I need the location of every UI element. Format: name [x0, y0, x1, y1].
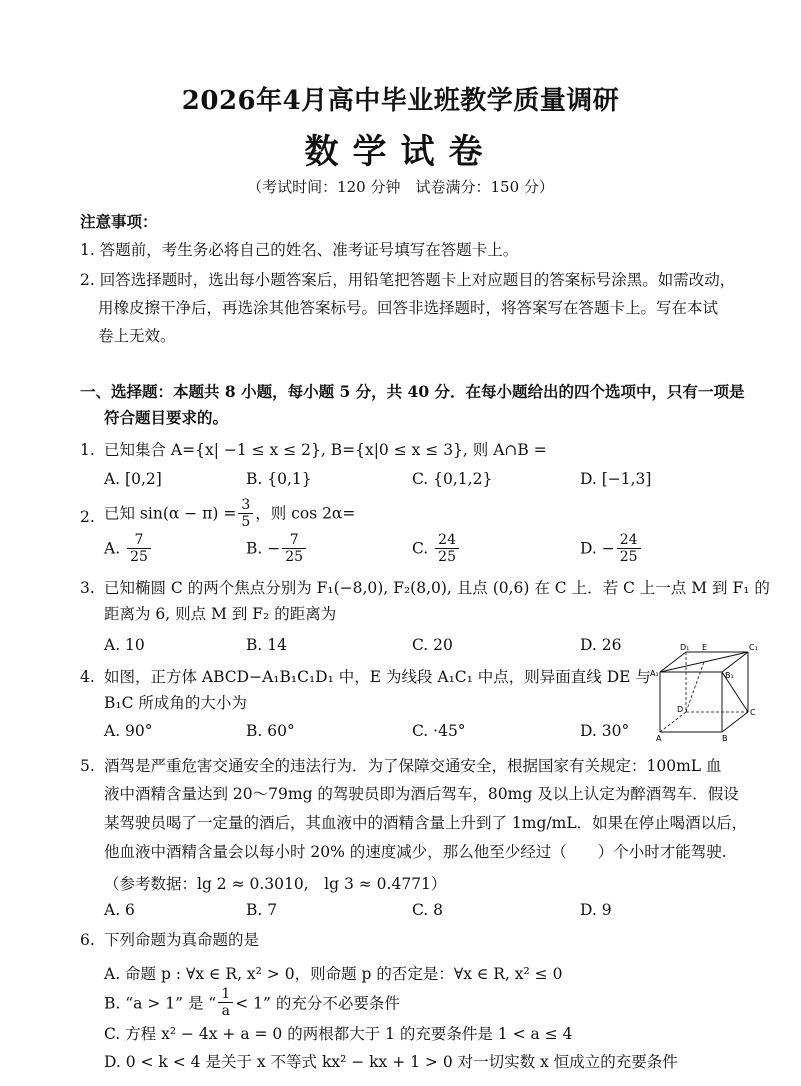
q4-option-b[interactable]: B. 60° [246, 722, 295, 740]
notice-heading: 注意事项： [80, 212, 158, 231]
notice-item-2-line3: 卷上无效。 [98, 327, 176, 345]
q2-option-d-label: D. [580, 539, 597, 558]
q2-option-c-label: C. [412, 539, 429, 558]
q2-option-c-num: 24 [435, 532, 459, 549]
q3-option-c[interactable]: C. 20 [412, 636, 453, 654]
label-d: D [677, 705, 684, 714]
q2-stem-fraction [238, 497, 253, 530]
section1-heading-line2: 符合题目要求的。 [104, 408, 229, 427]
q6-option-b[interactable] [104, 986, 400, 1019]
q4-option-d[interactable]: D. 30° [580, 722, 630, 740]
q3-option-b[interactable]: B. 14 [246, 636, 287, 654]
q5-line4: 他血液中酒精含量会以每小时 20% 的速度减少，那么他至少经过（ ）个小时才能驾驶. [104, 843, 727, 861]
q1-option-b[interactable]: B. {0,1} [246, 470, 312, 488]
q6-option-c[interactable]: C. 方程 x² − 4x + a = 0 的两根都大于 1 的充要条件是 1 < a ≤ 4 [104, 1025, 573, 1043]
q5-option-a[interactable]: A. 6 [104, 901, 135, 919]
notice-item-1: 1. 答题前，考生务必将自己的姓名、准考证号填写在答题卡上。 [80, 241, 519, 259]
q1-number: 1. [80, 441, 95, 459]
q2-option-c-fraction [435, 532, 459, 565]
label-a: A [656, 734, 662, 742]
label-c: C [750, 708, 756, 717]
edge-cb [722, 712, 748, 732]
q3-number: 3. [80, 579, 95, 597]
q6-option-a[interactable]: A. 命题 p : ∀x ∈ R, x² > 0，则命题 p 的否定是：∀x ∈ R, x² ≤ 0 [104, 965, 563, 983]
q2-option-b[interactable] [246, 532, 308, 565]
q1-option-a[interactable]: A. [0,2] [104, 470, 162, 488]
q4-option-a[interactable]: A. 90° [104, 722, 153, 740]
q2-stem [104, 497, 355, 530]
label-d1: D₁ [680, 643, 690, 652]
q3-line2: 距离为 6, 则点 M 到 F₂ 的距离为 [104, 605, 337, 623]
label-c1: C₁ [749, 643, 758, 652]
q2-option-a-label: A. [104, 539, 121, 558]
q3-option-d[interactable]: D. 26 [580, 636, 622, 654]
q2-stem-frac-den: 5 [241, 514, 251, 530]
q1-option-d[interactable]: D. [−1,3] [580, 470, 652, 488]
q5-option-b[interactable]: B. 7 [246, 901, 278, 919]
q5-option-c[interactable]: C. 8 [412, 901, 444, 919]
q4-option-c[interactable]: C. ·45° [412, 722, 466, 740]
label-e: E [702, 643, 708, 652]
q6-number: 6. [80, 931, 95, 949]
q2-option-b-fraction [282, 532, 306, 565]
q2-option-d-den: 25 [619, 549, 638, 565]
q2-option-d-fraction [617, 532, 641, 565]
label-b1: B₁ [725, 671, 734, 680]
subject-title: 数学试卷 [304, 132, 497, 172]
q5-reference-data: （参考数据：lg 2 ≈ 0.3010, lg 3 ≈ 0.4771） [104, 875, 447, 893]
q6-option-b-num: 1 [218, 986, 233, 1003]
q2-stem-pre: 已知 sin(α − π) = [104, 504, 237, 523]
exam-info: （考试时间：120 分钟 试卷满分：150 分） [247, 178, 554, 196]
q5-line1: 酒驾是严重危害交通安全的违法行为．为了保障交通安全，根据国家有关规定：100mL 血 [104, 757, 722, 775]
q4-number: 4. [80, 668, 95, 686]
notice-item-2-line1: 2. 回答选择题时，选出每小题答案后，用铅笔把答题卡上对应题目的答案标号涂黑。如需改动， [80, 271, 736, 289]
q2-option-a-num: 7 [127, 532, 151, 549]
q2-option-b-sign: − [267, 539, 281, 558]
q2-option-d-num: 24 [617, 532, 641, 549]
q5-line3: 某驾驶员喝了一定量的酒后，其血液中的酒精含量上升到了 1mg/mL．如果在停止喝酒以后， [104, 814, 748, 832]
q2-option-b-den: 25 [285, 549, 304, 565]
q5-line2: 液中酒精含量达到 20～79mg 的驾驶员即为酒后驾车，80mg 及以上认定为醉酒驾车．假设 [104, 785, 739, 803]
q6-option-b-fraction [218, 986, 233, 1019]
q2-option-a-fraction [127, 532, 151, 565]
q2-number: 2. [80, 508, 95, 526]
q3-line1: 已知椭圆 C 的两个焦点分别为 F₁(−8,0), F₂(8,0), 且点 (0,6) 在 C 上．若 C 上一点 M 到 F₁ 的 [104, 579, 770, 597]
cube-figure [650, 642, 760, 742]
q2-option-d[interactable] [580, 532, 643, 565]
q2-stem-frac-num: 3 [238, 497, 253, 514]
q2-option-b-label: B. [246, 539, 263, 558]
q1-option-c[interactable]: C. {0,1,2} [412, 470, 493, 488]
q6-option-d[interactable]: D. 0 < k < 4 是关于 x 不等式 kx² − kx + 1 > 0 对一切实数 x 恒成立的充要条件 [104, 1053, 678, 1071]
q2-option-c[interactable] [412, 532, 461, 565]
q6-option-b-den: a [221, 1003, 230, 1019]
q4-line2: B₁C 所成角的大小为 [104, 694, 247, 712]
exam-title: 2026年4月高中毕业班教学质量调研 [181, 86, 620, 116]
q2-option-b-num: 7 [282, 532, 306, 549]
section1-heading-line1: 一、选择题：本题共 8 小题，每小题 5 分，共 40 分．在每小题给出的四个选项中，只有一项是 [80, 382, 745, 401]
hidden-segment-de [686, 662, 704, 712]
q3-option-a[interactable]: A. 10 [104, 636, 145, 654]
label-a1: A₁ [650, 669, 659, 678]
label-b: B [722, 734, 728, 742]
q2-option-a[interactable] [104, 532, 153, 565]
hidden-edge-da [660, 712, 686, 732]
q6-stem: 下列命题为真命题的是 [104, 931, 260, 949]
notice-item-2-line2: 用橡皮擦干净后，再选涂其他答案标号。回答非选择题时，将答案写在答题卡上。写在本试 [98, 299, 719, 317]
q6-option-b-pre: B. “a > 1” 是 “ [104, 994, 217, 1013]
q4-line1: 如图，正方体 ABCD−A₁B₁C₁D₁ 中，E 为线段 A₁C₁ 中点，则异面直线 DE 与 [104, 668, 651, 686]
q2-option-a-den: 25 [130, 549, 148, 565]
q1-stem: 已知集合 A={x| −1 ≤ x ≤ 2}, B={x|0 ≤ x ≤ 3}, 则 A∩B = [104, 441, 547, 459]
q5-option-d[interactable]: D. 9 [580, 901, 612, 919]
q2-stem-post: ，则 cos 2α= [255, 504, 356, 523]
q6-option-b-post: < 1” 的充分不必要条件 [235, 994, 400, 1013]
q2-option-c-den: 25 [438, 549, 456, 565]
q5-number: 5. [80, 757, 95, 775]
q2-option-d-sign: − [601, 539, 615, 558]
